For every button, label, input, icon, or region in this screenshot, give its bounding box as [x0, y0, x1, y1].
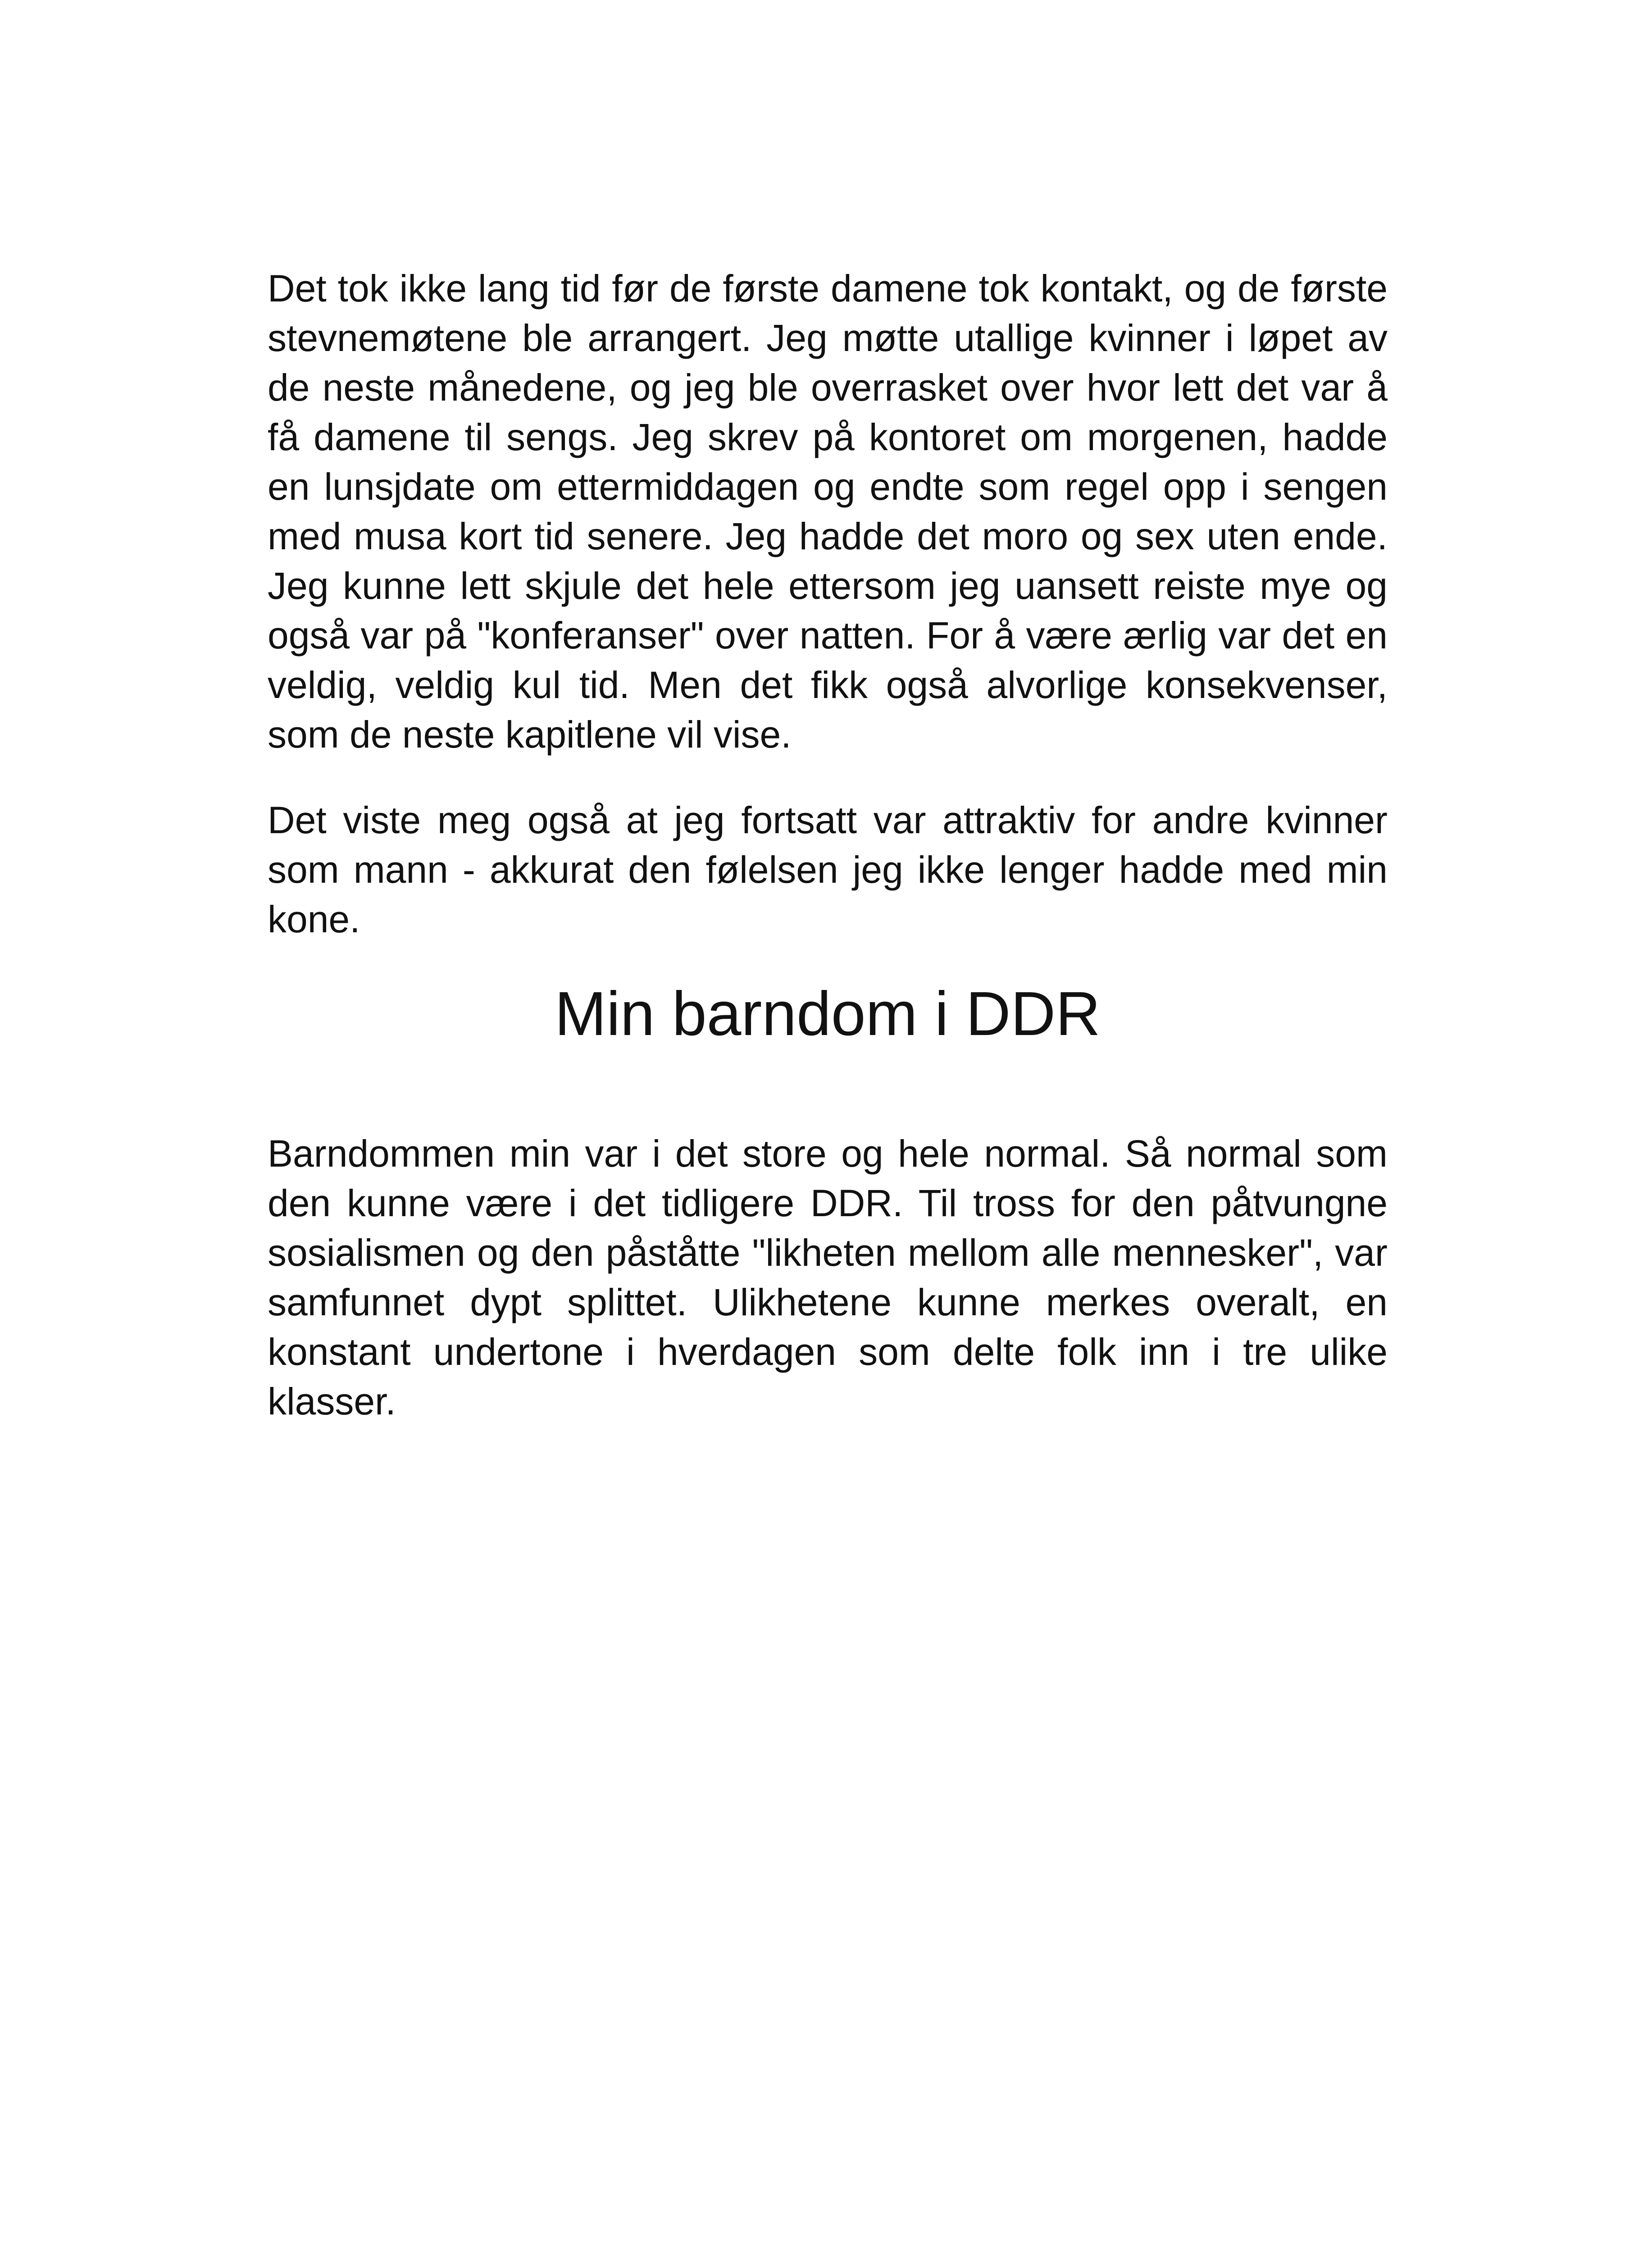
chapter-paragraph: Barndommen min var i det store og hele normal. Så normal som den kunne være i det tidligere DDR. Til tross for den påtvungne sosialismen og den påståtte "likheten mellom alle mennesker", var samfunnet dypt splittet. Ulikhetene kunne merkes overalt, en konstant undertone i hverdagen som delte folk inn i tre ulike klasser. — [268, 1132, 1388, 1423]
chapter-title: Min barndom i DDR — [555, 979, 1101, 1049]
body-paragraph: Det viste meg også at jeg fortsatt var attraktiv for andre kvinner som mann - akkurat den følelsen jeg ikke lenger hadde med min kone. — [268, 799, 1388, 940]
body-paragraph: Det tok ikke lang tid før de første damene tok kontakt, og de første stevnemøtene ble arrangert. Jeg møtte utallige kvinner i løpet av de neste månedene, og jeg ble overrasket over hvor lett det var å få damene til sengs. Jeg skrev på kontoret om morgenen, hadde en lunsjdate om ettermiddagen og endte som regel opp i sengen med musa kort tid senere. Jeg hadde det moro og sex uten ende. Jeg kunne lett skjule det hele ettersom jeg uansett reiste mye og også var på "konferanser" over natten. For å være ærlig var det en veldig, veldig kul tid. Men det fikk også alvorlige konsekvenser, som de neste kapitlene vil vise. — [268, 267, 1388, 756]
